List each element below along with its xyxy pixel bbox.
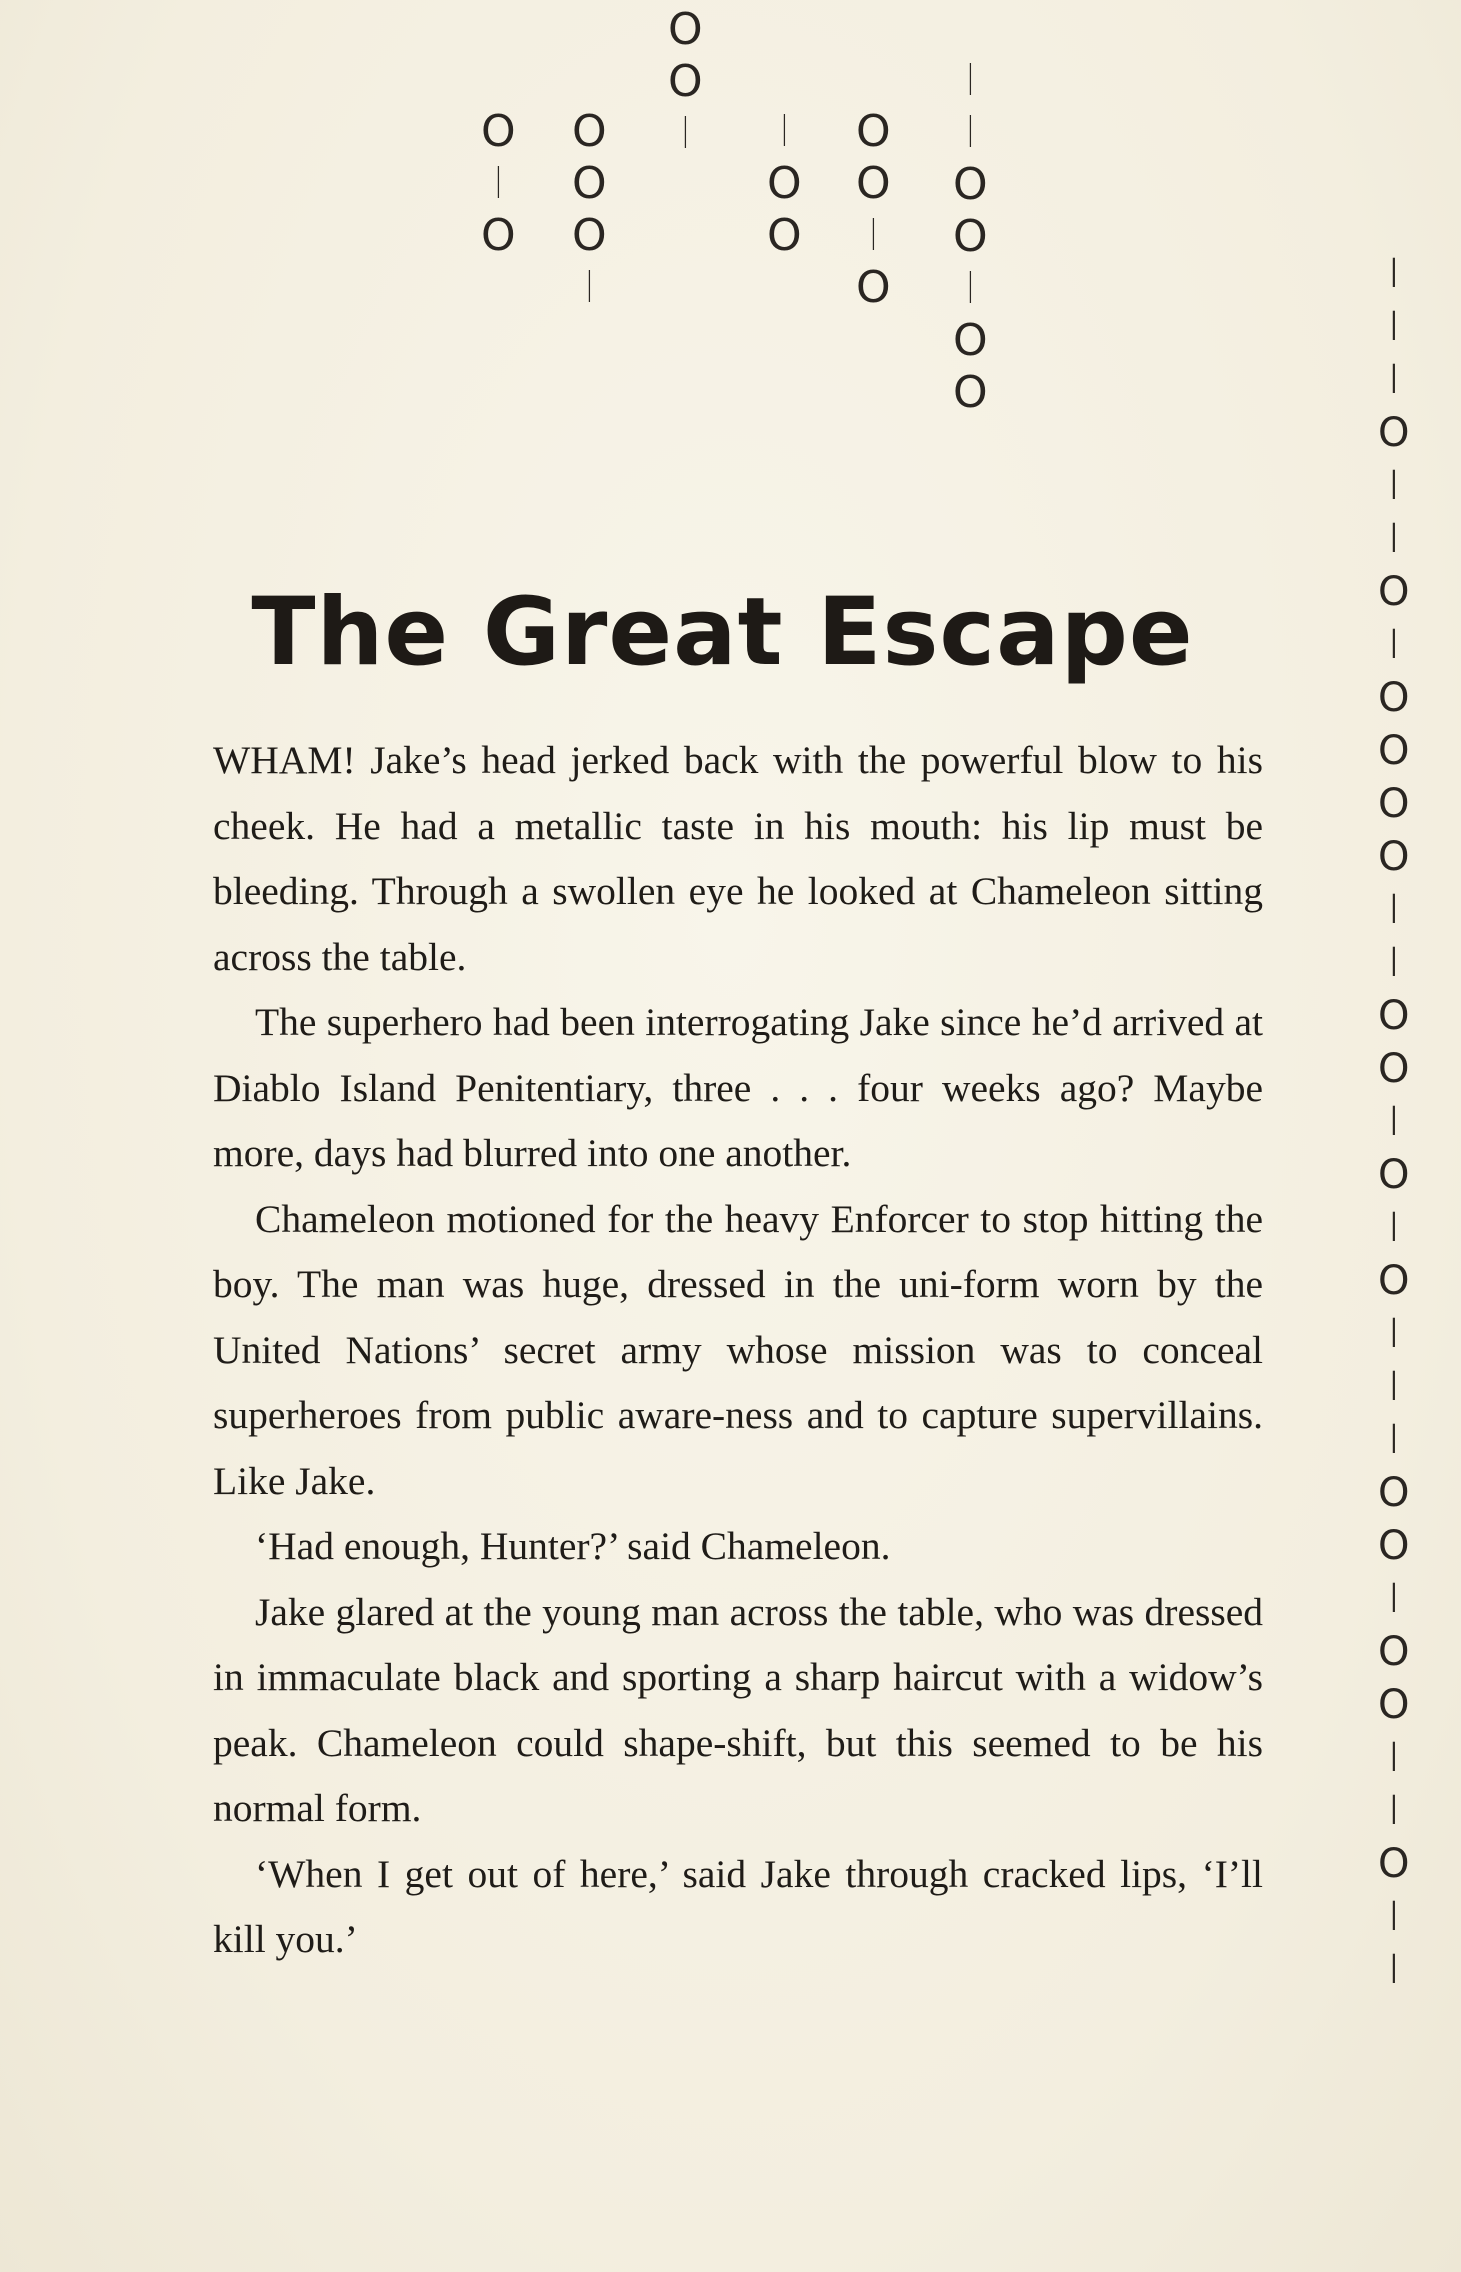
binary-digit: O [1378,1152,1410,1198]
binary-digit: O [953,315,988,366]
binary-digit: I [780,106,788,157]
side-binary-column [1378,248,1409,1997]
binary-digit: I [1390,940,1397,986]
binary-digit: I [1390,1364,1397,1410]
paragraph: ‘When I get out of here,’ said Jake through cracked lips, ‘I’ll kill you.’ [213,1851,1263,1961]
binary-digit: I [1390,622,1397,668]
binary-digit: O [668,56,703,107]
binary-digit: I [1390,1099,1397,1145]
paragraph: Jake glared at the young man across the table, who was dressed in immaculate black and sporting a sharp haircut with a widow’s peak. Chameleon could shape-shift, but this seemed to be his normal form. [213,1589,1263,1830]
binary-digit: I [1390,304,1397,350]
binary-digit: I [869,210,877,261]
header-binary-column-2 [572,106,607,314]
binary-digit: I [1390,1311,1397,1357]
binary-digit: O [767,158,802,209]
binary-digit: O [1378,1258,1410,1304]
binary-digit: O [668,4,703,55]
binary-digit: I [1390,516,1397,562]
header-binary-column-4 [767,106,802,262]
header-binary-column-3 [668,4,703,160]
binary-digit: O [1378,728,1410,774]
binary-digit: O [1378,781,1410,827]
binary-digit: O [1378,410,1410,456]
binary-digit: I [1390,1894,1397,1940]
binary-digit: I [1390,251,1397,297]
binary-digit: O [1378,1629,1410,1675]
binary-digit: I [1390,1788,1397,1834]
binary-digit: I [1390,887,1397,933]
binary-digit: O [481,106,516,157]
binary-digit: O [1378,834,1410,880]
binary-digit: O [1378,1523,1410,1569]
paragraph: ‘Had enough, Hunter?’ said Chameleon. [255,1524,891,1568]
binary-digit: O [953,211,988,262]
chapter-title: The Great Escape [251,577,1194,687]
binary-digit: I [966,263,974,314]
paragraph: The superhero had been interrogating Jake since he’d arrived at Diablo Island Penitentiary, three . . . four weeks ago? Maybe more, days had blurred into one another. [213,1000,1263,1175]
binary-digit: O [1378,569,1410,615]
header-binary-column-5 [856,106,891,314]
binary-digit: I [1390,1205,1397,1251]
binary-digit: O [1378,993,1410,1039]
binary-digit: O [856,262,891,313]
binary-digit: O [1378,1841,1410,1887]
chapter-body [213,728,1263,1973]
binary-digit: I [585,262,593,313]
binary-digit: O [953,159,988,210]
binary-digit: O [481,210,516,261]
binary-digit: I [966,107,974,158]
binary-digit: I [1390,1947,1397,1993]
binary-digit: I [966,55,974,106]
binary-digit: O [856,158,891,209]
binary-digit: I [1390,1735,1397,1781]
binary-digit: O [1378,1046,1410,1092]
binary-digit: O [856,106,891,157]
binary-digit: O [1378,1470,1410,1516]
binary-digit: I [1390,1417,1397,1463]
binary-digit: I [1390,1576,1397,1622]
paragraph: Chameleon motioned for the heavy Enforcer to stop hitting the boy. The man was huge, dressed in the uni-form worn by the United Nations’ secret army whose mission was to conceal superheroes from public aware-ness and to capture supervillains. Like Jake. [213,1196,1263,1503]
binary-digit: O [767,210,802,261]
binary-digit: O [1378,675,1410,721]
binary-digit: I [494,158,502,209]
binary-digit: I [1390,463,1397,509]
binary-digit: O [572,210,607,261]
binary-digit: I [1390,357,1397,403]
header-binary-column-6 [953,55,988,419]
binary-digit: O [572,106,607,157]
binary-digit: O [572,158,607,209]
binary-digit: O [1378,1682,1410,1728]
paragraph: WHAM! Jake’s head jerked back with the powerful blow to his cheek. He had a metallic taste in his mouth: his lip must be bleeding. Through a swollen eye he looked at Chameleon sitting across the table. [213,738,1263,979]
binary-digit: O [953,367,988,418]
header-binary-column-1 [481,106,516,262]
binary-digit: I [681,108,689,159]
